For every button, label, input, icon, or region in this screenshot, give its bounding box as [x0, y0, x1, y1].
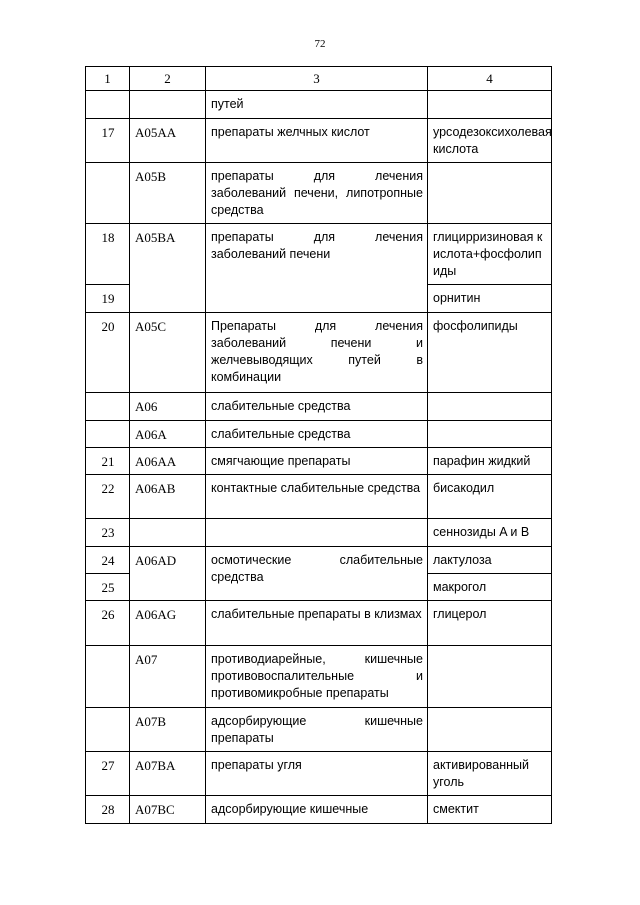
table-row: [86, 163, 552, 224]
drug-name: орнитин: [428, 285, 552, 313]
table-row: [86, 448, 552, 475]
drug-group: адсорбирующие кишечные препараты: [206, 708, 428, 752]
atc-code: A07B: [130, 708, 206, 752]
atc-code: A06AG: [130, 601, 206, 646]
row-number: 22: [86, 475, 130, 519]
drug-group: осмотические слабительные средства: [206, 547, 428, 601]
drug-group: противодиарейные, кишечные противовоспалительные и противомикробные препараты: [206, 646, 428, 708]
table-row: [86, 646, 552, 708]
drug-group: смягчающие препараты: [206, 448, 428, 475]
table-row: [86, 224, 552, 285]
atc-code: A06AB: [130, 475, 206, 519]
drug-group: препараты угля: [206, 752, 428, 796]
row-number: [86, 646, 130, 708]
column-header: 3: [206, 67, 428, 91]
row-number: 25: [86, 574, 130, 601]
drug-name: глицерол: [428, 601, 552, 646]
drug-name: фосфолипиды: [428, 313, 552, 393]
drug-group: Препараты для лечения заболеваний печени и желчевыводящих путей в комбинации: [206, 313, 428, 393]
table-row: [86, 421, 552, 448]
table-row: [86, 313, 552, 393]
table-row: [86, 119, 552, 163]
drug-group: препараты для лечения заболеваний печени, липотропные средства: [206, 163, 428, 224]
drug-name: [428, 91, 552, 119]
drug-group: препараты желчных кислот: [206, 119, 428, 163]
drug-name: [428, 163, 552, 224]
row-number: [86, 421, 130, 448]
drug-name: глицирризиновая кислота+фосфолипиды: [428, 224, 552, 285]
drug-name: [428, 393, 552, 421]
drug-table: [85, 66, 552, 824]
row-number: 17: [86, 119, 130, 163]
table-row: [86, 91, 552, 119]
table-header-row: [86, 67, 552, 91]
row-number: [86, 163, 130, 224]
atc-code: A05AA: [130, 119, 206, 163]
atc-code: A05B: [130, 163, 206, 224]
atc-code: A05BA: [130, 224, 206, 313]
atc-code: A05C: [130, 313, 206, 393]
table-row: [86, 519, 552, 547]
atc-code: [130, 519, 206, 547]
drug-group: [206, 519, 428, 547]
row-number: 26: [86, 601, 130, 646]
drug-name: [428, 708, 552, 752]
drug-group: путей: [206, 91, 428, 119]
table-row: [86, 475, 552, 519]
drug-name: [428, 421, 552, 448]
row-number: 27: [86, 752, 130, 796]
row-number: 19: [86, 285, 130, 313]
atc-code: A06A: [130, 421, 206, 448]
row-number: 24: [86, 547, 130, 574]
atc-code: A06: [130, 393, 206, 421]
drug-group: слабительные препараты в клизмах: [206, 601, 428, 646]
drug-name: парафин жидкий: [428, 448, 552, 475]
atc-code: A06AA: [130, 448, 206, 475]
column-header: 4: [428, 67, 552, 91]
drug-group: слабительные средства: [206, 421, 428, 448]
row-number: 18: [86, 224, 130, 285]
drug-group: препараты для лечения заболеваний печени: [206, 224, 428, 313]
row-number: [86, 708, 130, 752]
atc-code: A07BC: [130, 796, 206, 824]
drug-group: адсорбирующие кишечные: [206, 796, 428, 824]
table-row: [86, 601, 552, 646]
table-row: [86, 752, 552, 796]
column-header: 2: [130, 67, 206, 91]
table-row: [86, 547, 552, 574]
drug-group: контактные слабительные средства: [206, 475, 428, 519]
row-number: [86, 91, 130, 119]
drug-name: бисакодил: [428, 475, 552, 519]
atc-code: A06AD: [130, 547, 206, 601]
drug-name: урсодезоксихолевая кислота: [428, 119, 552, 163]
row-number: 20: [86, 313, 130, 393]
drug-group: слабительные средства: [206, 393, 428, 421]
drug-name: смектит: [428, 796, 552, 824]
table-row: [86, 393, 552, 421]
row-number: 28: [86, 796, 130, 824]
table-row: [86, 708, 552, 752]
atc-code: A07BA: [130, 752, 206, 796]
table-row: [86, 796, 552, 824]
drug-name: сеннозиды A и B: [428, 519, 552, 547]
atc-code: A07: [130, 646, 206, 708]
row-number: 23: [86, 519, 130, 547]
row-number: 21: [86, 448, 130, 475]
drug-name: макрогол: [428, 574, 552, 601]
atc-code: [130, 91, 206, 119]
drug-name: [428, 646, 552, 708]
row-number: [86, 393, 130, 421]
drug-name: активированный уголь: [428, 752, 552, 796]
page-number: 72: [314, 38, 326, 50]
column-header: 1: [86, 67, 130, 91]
drug-name: лактулоза: [428, 547, 552, 574]
